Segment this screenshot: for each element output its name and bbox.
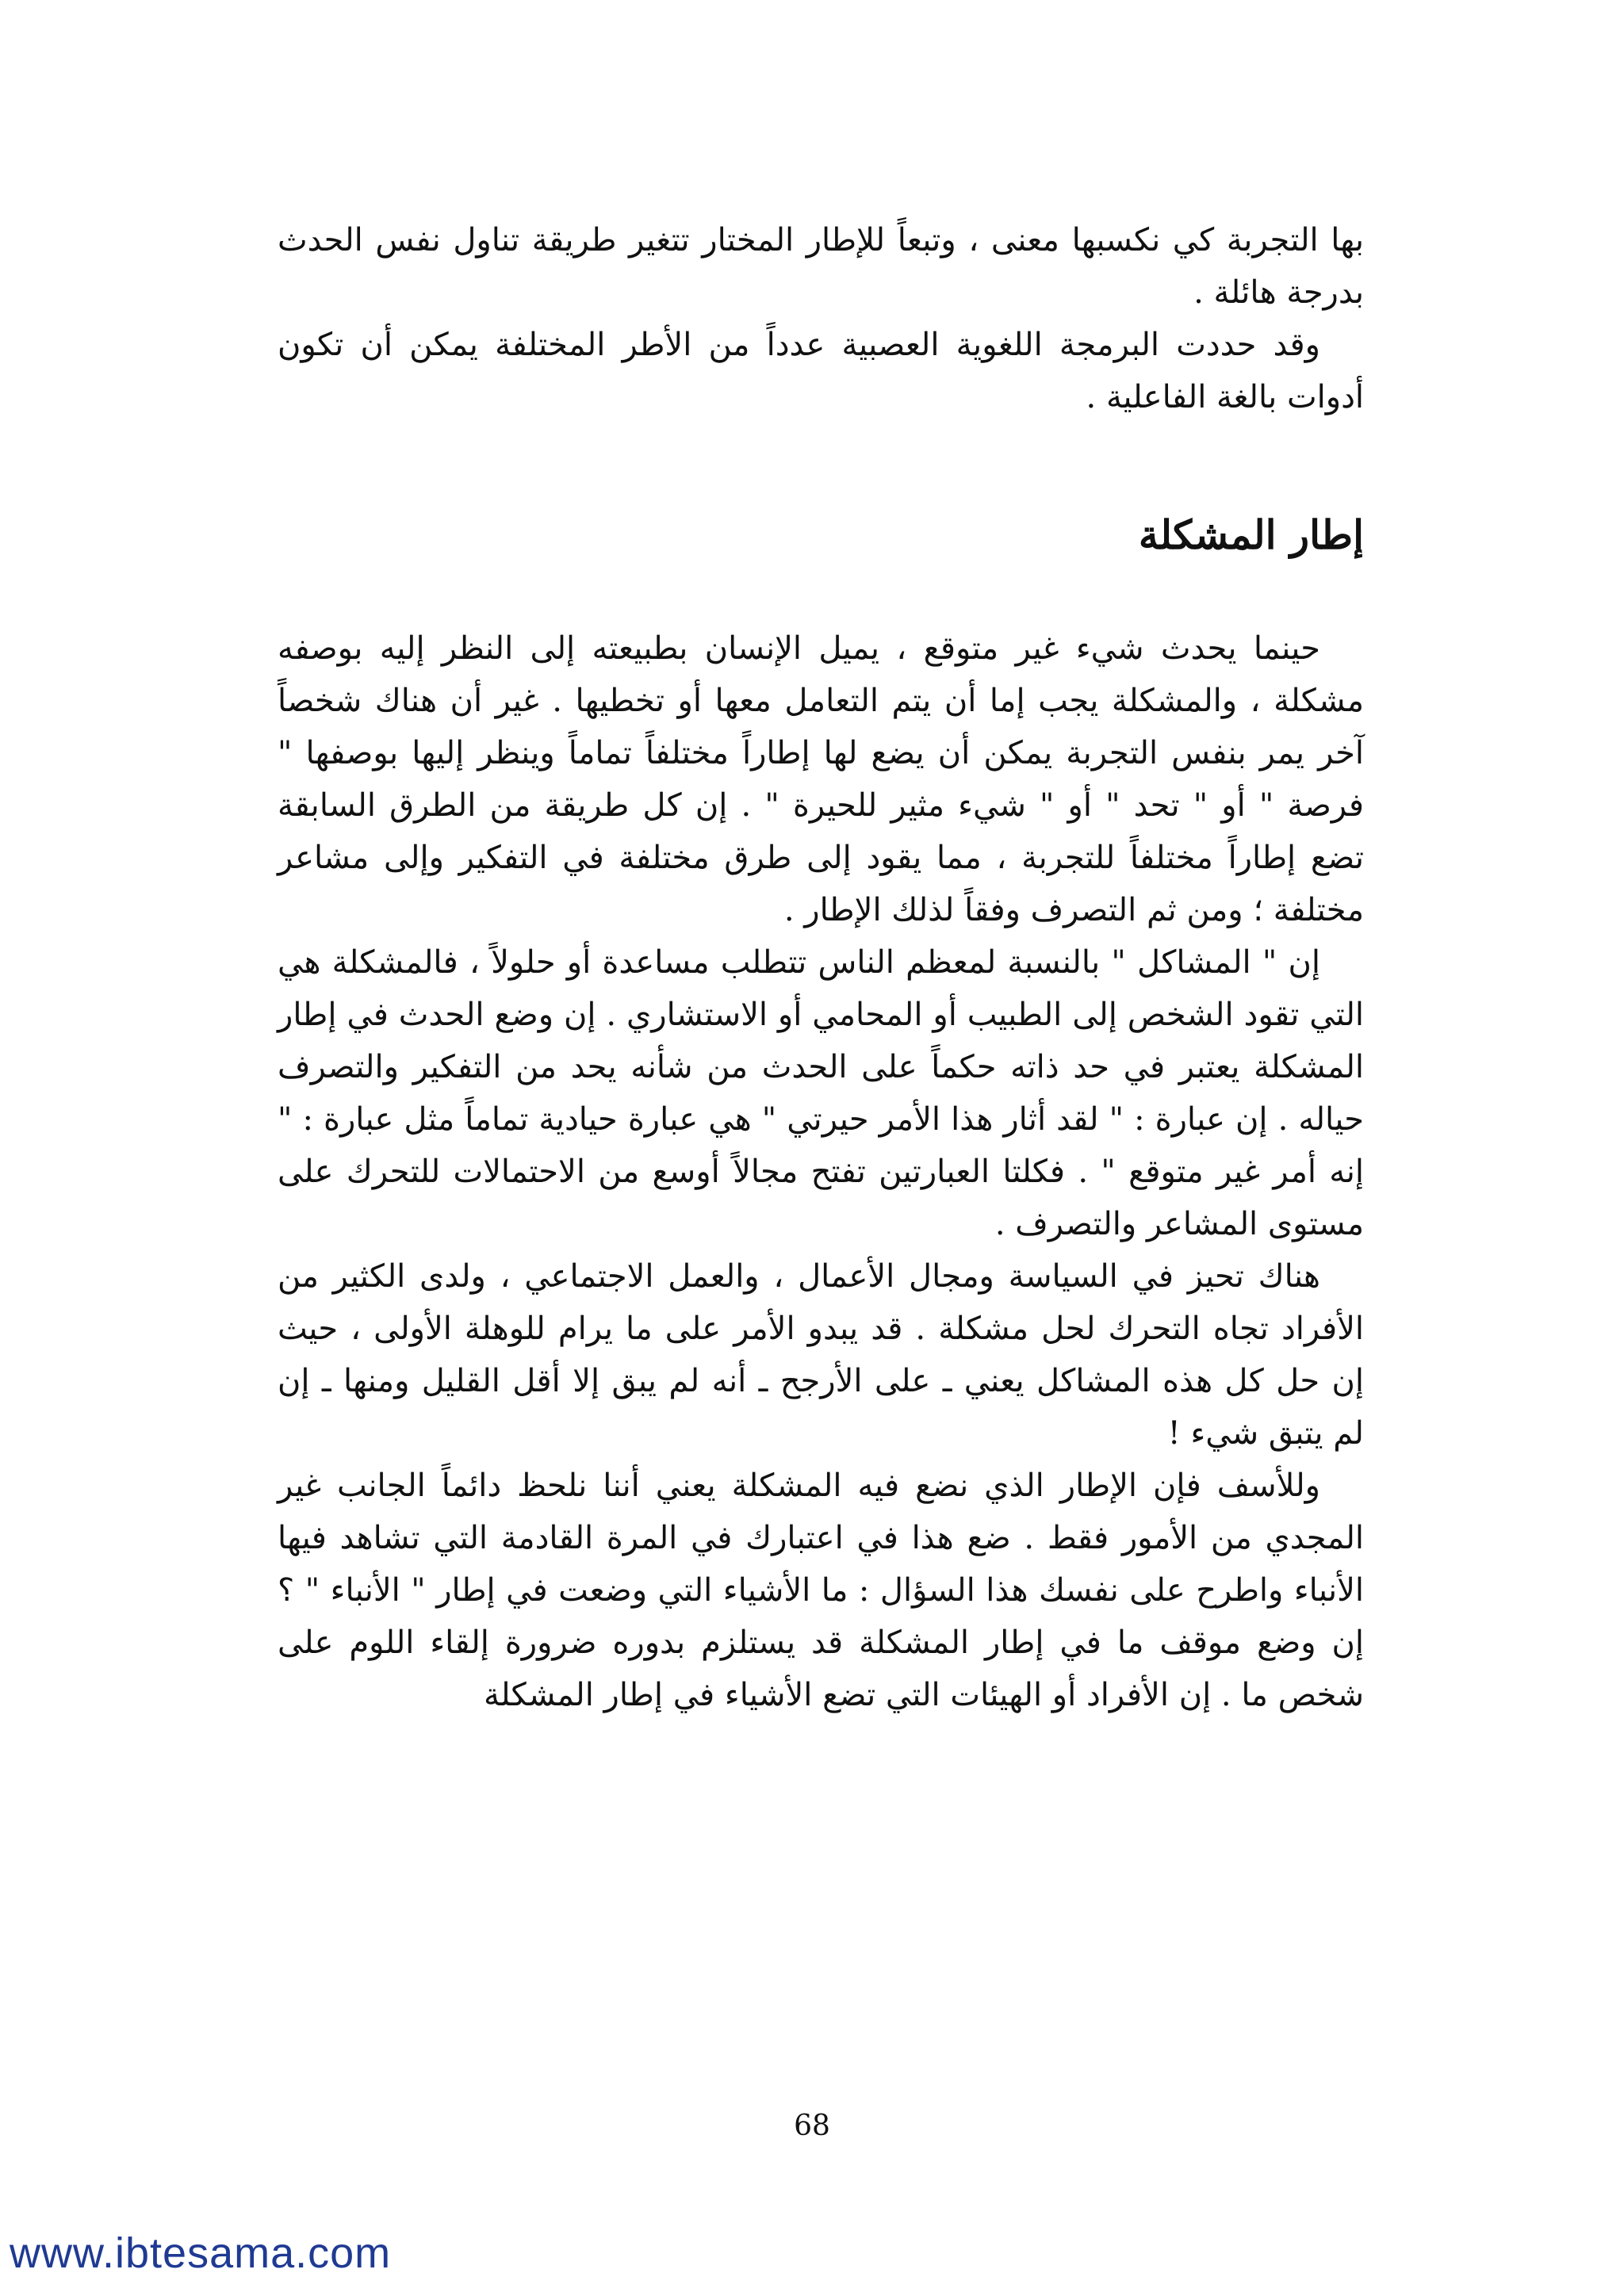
body-paragraph: هناك تحيز في السياسة ومجال الأعمال ، والعمل الاجتماعي ، ولدى الكثير من الأفراد تجاه التحرك لحل مشكلة . قد يبدو الأمر على ما يرام للوهلة الأولى ، حيث إن حل كل هذه المشاكل يعني ـ على الأرجح ـ أنه لم يبق إلا أقل القليل ومنها ـ إن لم يتبق شيء ! [278,1258,1364,1452]
body-paragraph: إن " المشاكل " بالنسبة لمعظم الناس تتطلب مساعدة أو حلولاً ، فالمشكلة هي التي تقود الشخص إلى الطبيب أو المحامي أو الاستشاري . إن وضع الحدث في إطار المشكلة يعتبر في حد ذاته حكماً على الحدث من شأنه يحد من التفكير والتصرف حياله . إن عبارة : " لقد أثار هذا الأمر حيرتي " هي عبارة حيادية تماماً مثل عبارة : " إنه أمر غير متوقع " . فكلتا العبارتين تفتح مجالاً أوسع من الاحتمالات للتحرك على مستوى المشاعر والتصرف . [278,944,1364,1242]
continued-paragraph: بها التجربة كي نكسبها معنى ، وتبعاً للإطار المختار تتغير طريقة تناول نفس الحدث بدرجة هائلة . [278,222,1364,311]
nlp-frames-paragraph: وقد حددت البرمجة اللغوية العصبية عدداً من الأطر المختلفة يمكن أن تكون أدوات بالغة الفاعلية . [278,327,1364,415]
continued-text-block [278,214,1364,423]
body-paragraph: حينما يحدث شيء غير متوقع ، يميل الإنسان بطبيعته إلى النظر إليه بوصفه مشكلة ، والمشكلة يجب إما أن يتم التعامل معها أو تخطيها . غير أن هناك شخصاً آخر يمر بنفس التجربة يمكن أن يضع لها إطاراً مختلفاً تماماً وينظر إليها بوصفها " فرصة " أو " تحد " أو " شيء مثير للحيرة " . إن كل طريقة من الطرق السابقة تضع إطاراً مختلفاً للتجربة ، مما يقود إلى طرق مختلفة في التفكير وإلى مشاعر مختلفة ؛ ومن ثم التصرف وفقاً لذلك الإطار . [278,630,1364,928]
page-number: 68 [794,2110,830,2142]
section-heading: إطار المشكلة [1138,511,1364,558]
watermark-link[interactable]: www.ibtesama.com [10,2229,392,2277]
section-body [278,622,1364,1721]
body-paragraph: وللأسف فإن الإطار الذي نضع فيه المشكلة يعني أننا نلحظ دائماً الجانب غير المجدي من الأمور فقط . ضع هذا في اعتبارك في المرة القادمة التي تشاهد فيها الأنباء واطرح على نفسك هذا السؤال : ما الأشياء التي وضعت في إطار " الأنباء " ؟ إن وضع موقف ما في إطار المشكلة قد يستلزم بدوره ضرورة إلقاء اللوم على شخص ما . إن الأفراد أو الهيئات التي تضع الأشياء في إطار المشكلة [278,1468,1364,1713]
